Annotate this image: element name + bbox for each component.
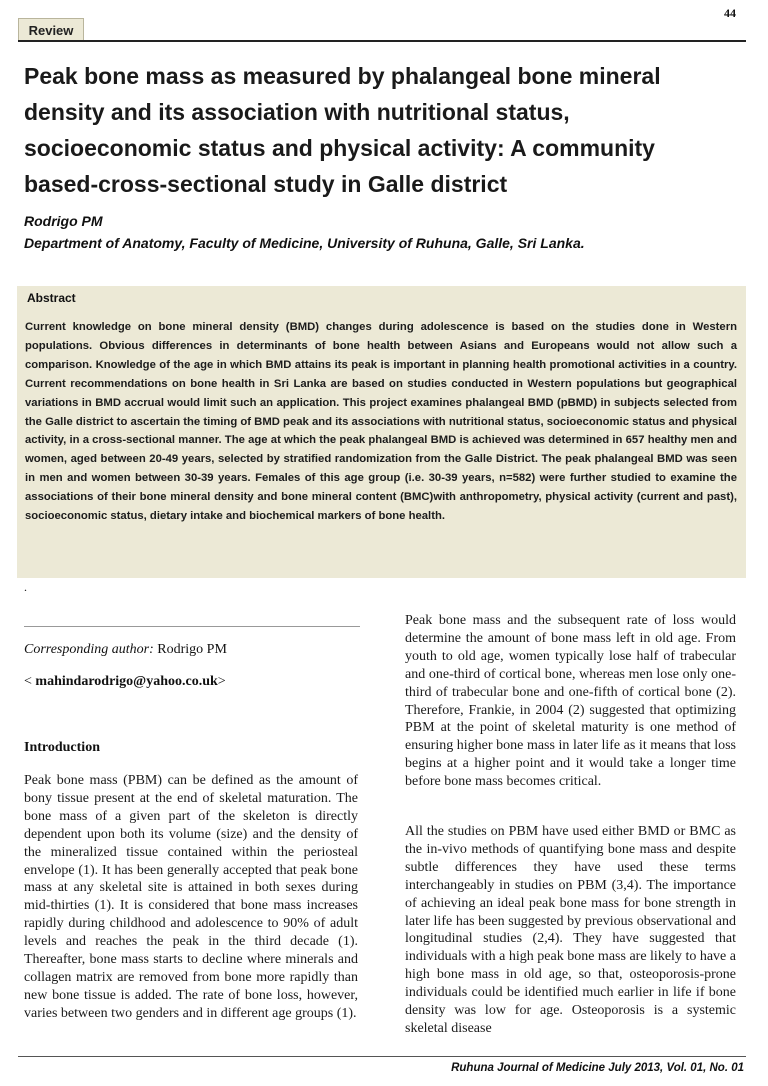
footer-rule bbox=[18, 1056, 746, 1057]
corresponding-email[interactable]: mahindarodrigo@yahoo.co.uk bbox=[35, 674, 218, 689]
stray-mark: . bbox=[24, 580, 27, 594]
column-rule bbox=[24, 626, 360, 627]
author-block bbox=[24, 210, 744, 254]
email-open-bracket: < bbox=[24, 674, 36, 689]
intro-paragraph-left: Peak bone mass (PBM) can be defined as the amount of bony tissue present at the end of skeletal maturation. The bone mass of a given part of the skeleton is directly dependent upon both its volume (size) and the density of the mineralized tissue contained within the periosteal envelope (1). It has been generally accepted that peak bone mass at any skeletal site is attained in both sexes during mid-thirties (1). It is considered that bone mass increases rapidly during childhood and adolescence to 90% of adult levels and reaches the peak in the third decade (1). Thereafter, bone mass starts to decline where minerals and collagen matrix are removed from bone more rapidly than new bone tissue is added. The rate of bone loss, however, varies between two genders and in different age groups (1). bbox=[24, 773, 358, 1021]
abstract-box bbox=[17, 286, 746, 578]
page-number: 44 bbox=[724, 6, 736, 20]
corresponding-author-label: Corresponding author: bbox=[24, 642, 154, 657]
intro-paragraph-right-1: Peak bone mass and the subsequent rate of loss would determine the amount of bone mass left in old age. From youth to old age, women typically lose half of trabecular and one-third of cortical bone, whereas men lose only one-third of trabecular bone and one-fifth of cortical bone (2). Therefore, Frankie, in 2004 (2) suggested that optimizing PBM at the point of skeletal maturity is one method of ensuring higher bone mass in later life as it means that loss begins at a higher point and it would take a longer time before bone mass becomes critical. bbox=[405, 613, 736, 790]
header-rule bbox=[18, 40, 746, 42]
article-title: Peak bone mass as measured by phalangeal bone mineral density and its association with nutritional status, socioeconomic status and physical activity: A community based-cross-sectional study in Galle district bbox=[24, 63, 661, 197]
corresponding-email-line bbox=[24, 674, 226, 690]
abstract-heading: Abstract bbox=[27, 291, 76, 305]
author-name: Rodrigo PM bbox=[24, 213, 103, 229]
corresponding-author bbox=[24, 642, 227, 658]
journal-footer: Ruhuna Journal of Medicine July 2013, Vol. 01, No. 01 bbox=[451, 1062, 744, 1074]
email-close-bracket: > bbox=[217, 674, 226, 689]
author-affiliation: Department of Anatomy, Faculty of Medicine, University of Ruhuna, Galle, Sri Lanka. bbox=[24, 235, 585, 251]
intro-paragraph-right-2: All the studies on PBM have used either BMD or BMC as the in-vivo methods of quantifying bone mass and despite subtle differences they have used these terms interchangeably in studies on PBM (3,4). The importance of achieving an ideal peak bone mass for bone strength in later life has been suggested by previous observational and longitudinal studies (2,4). They have suggested that individuals with a high peak bone mass are likely to have a high bone mass in old age, so that, osteoporosis-prone individuals could be identified much earlier in life if bone density was low for age. Osteoporosis is a systemic skeletal disease bbox=[405, 824, 736, 1036]
corresponding-author-name: Rodrigo PM bbox=[157, 642, 227, 657]
abstract-text: Current knowledge on bone mineral density (BMD) changes during adolescence is based on the studies done in Western populations. Obvious differences in determinants of bone health between Asians and Europeans would not allow such a comparison. Knowledge of the age in which BMD attains its peak is important in planning health promotional activities in a country. Current recommendations on bone health in Sri Lanka are based on studies conducted in Western populations but geographical variations in BMD accrual would limit such an application. This project examines phalangeal BMD (pBMD) in subjects selected from the Galle district to ascertain the timing of BMD peak and its associations with nutritional status, socioeconomic status and physical activity, in a cross-sectional manner. The age at which the peak phalangeal BMD is achieved was determined in 657 healthy men and women, aged between 20-49 years, selected by stratified randomization from the Galle District. The peak phalangeal BMD was seen in men and women between 30-39 years. Females of this age group (i.e. 30-39 years, n=582) were further studied to examine the associations of their bone mineral density and bone mineral content (BMC)with anthropometry, physical activity (current and past), socioeconomic status, dietary intake and biochemical markers of bone health. bbox=[25, 321, 737, 523]
section-tag: Review bbox=[18, 18, 84, 41]
introduction-heading: Introduction bbox=[24, 740, 100, 755]
